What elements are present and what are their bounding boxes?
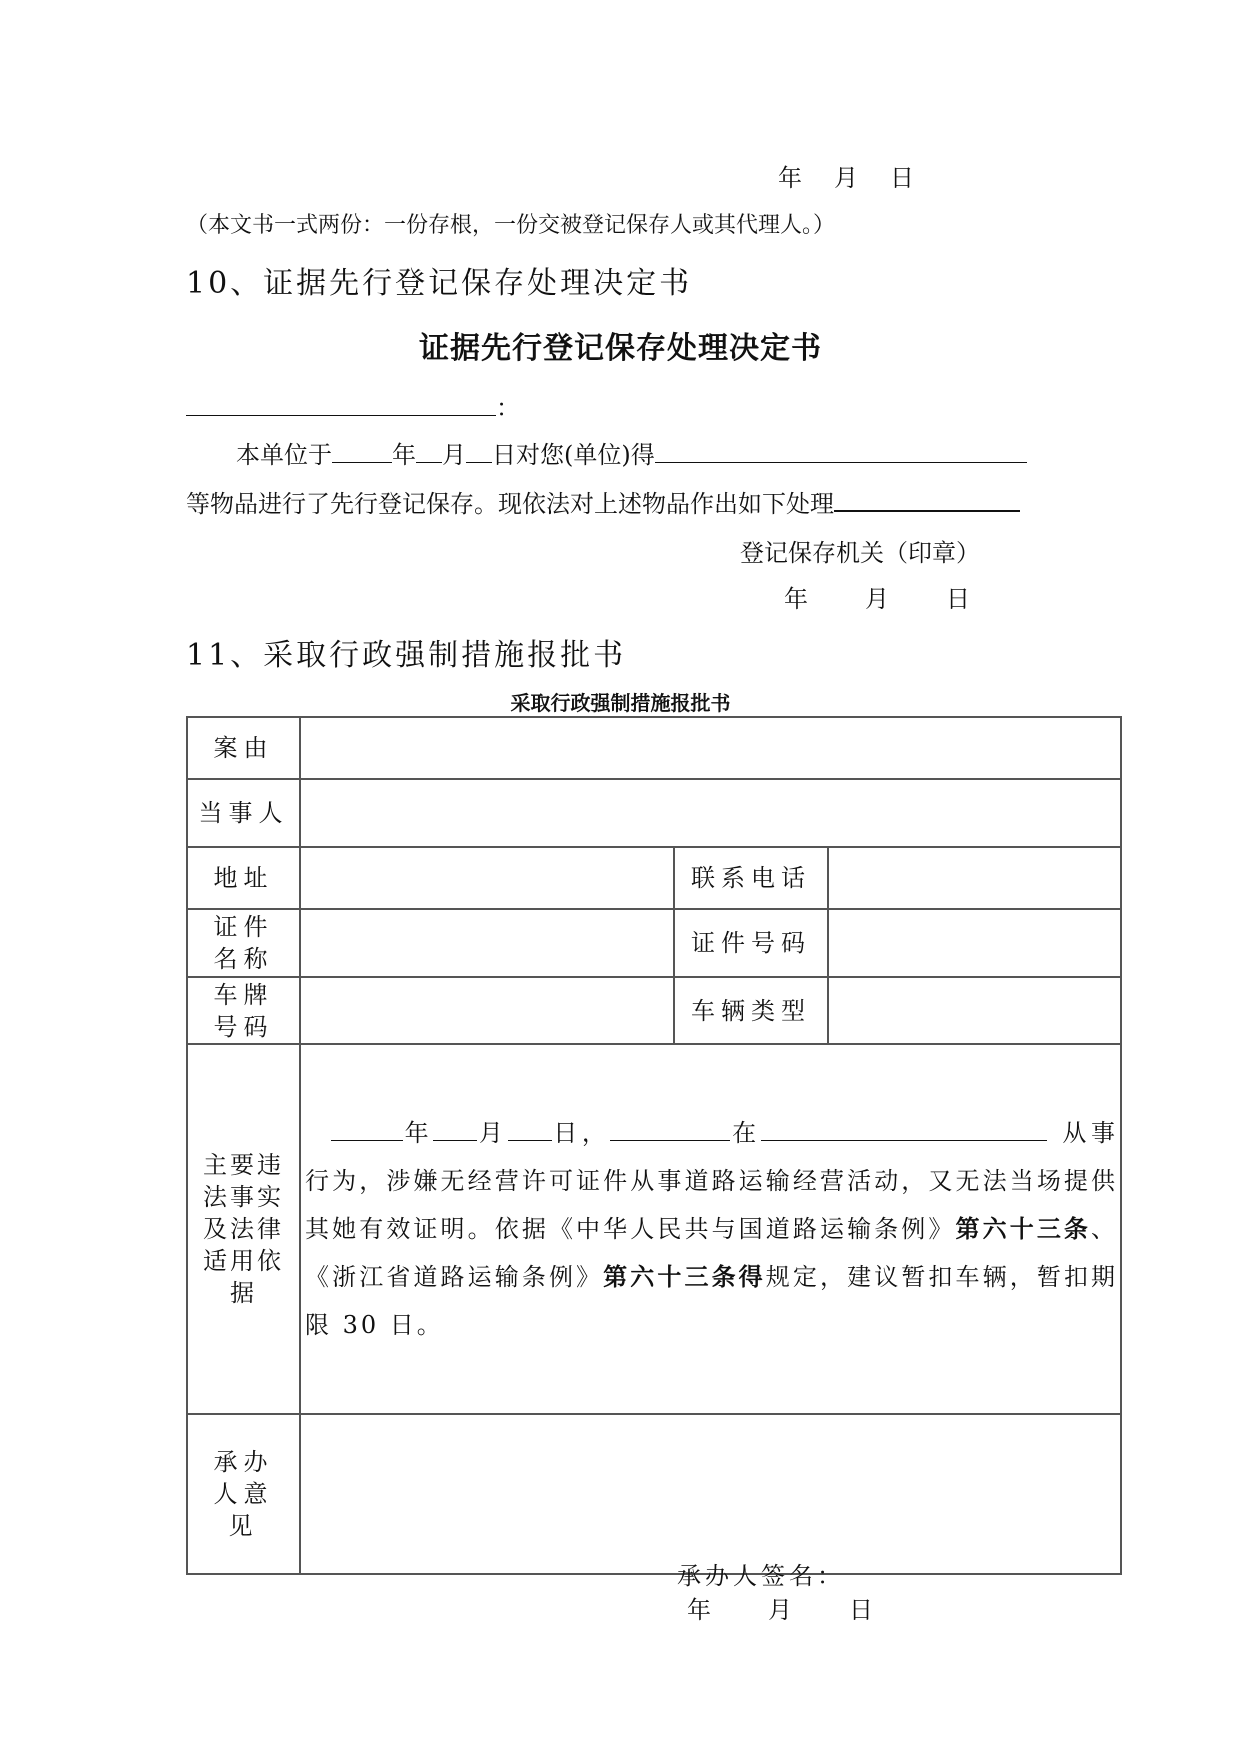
facts-month-blank[interactable] (433, 1118, 477, 1141)
opinion-cell[interactable] (300, 1414, 1121, 1624)
seal-label: 登记保存机关（印章） (740, 539, 980, 567)
plate-field[interactable] (300, 977, 674, 1044)
month-blank[interactable] (416, 438, 442, 463)
id-no-field[interactable] (828, 909, 1121, 977)
handling-blank[interactable] (834, 486, 1020, 512)
facts-at-label: 在 (730, 1119, 761, 1147)
phone-label: 联系电话 (674, 847, 828, 909)
facts-article-2: 第六十三条得 (603, 1262, 766, 1291)
day-blank[interactable] (466, 438, 492, 463)
section-10-title: 证据先行登记保存处理决定书 (419, 331, 822, 366)
facts-day-blank[interactable] (508, 1118, 552, 1141)
line1-prefix: 本单位于 (236, 441, 332, 469)
year-label: 年 (392, 441, 416, 469)
decision-line-2 (186, 484, 1020, 519)
approval-form-table (186, 716, 1122, 1624)
facts-text (301, 1109, 1120, 1349)
id-no-label: 证件号码 (674, 909, 828, 977)
section-10-heading: 10、证据先行登记保存处理决定书 (186, 266, 693, 301)
facts-article-1: 第六十三条 (955, 1214, 1092, 1243)
copy-note: （本文书一式两份：一份存根，一份交被登记保存人或其代理人。） (186, 213, 836, 238)
cause-field[interactable] (300, 717, 1121, 779)
decision-line-1 (236, 435, 1027, 470)
opinion-label: 承办人意见 (187, 1414, 300, 1574)
addressee-colon: ： (496, 394, 520, 422)
addressee-line (186, 388, 520, 423)
cause-label: 案由 (187, 717, 300, 779)
vehicle-type-field[interactable] (828, 977, 1121, 1044)
line1-mid: 日对您(单位)得 (492, 441, 655, 469)
facts-party-blank[interactable] (610, 1118, 730, 1141)
address-field[interactable] (300, 847, 674, 909)
vehicle-type-label: 车辆类型 (674, 977, 828, 1044)
id-name-field[interactable] (300, 909, 674, 977)
month-label: 月 (442, 441, 466, 469)
party-blank[interactable] (655, 438, 1027, 463)
section-11-heading: 11、采取行政强制措施报批书 (186, 638, 627, 673)
facts-day-label: 日， (551, 1119, 611, 1147)
facts-cell (300, 1044, 1121, 1414)
year-blank[interactable] (332, 438, 392, 463)
addressee-blank[interactable] (186, 391, 496, 416)
signature-label: 承办人签名： (677, 1562, 845, 1590)
facts-text-1: 行为，涉嫌无经营许可证件从事道路运输经营活动，又无法当场提供其她有效证明。依据《中华人民共与国道路运输条例》 (305, 1167, 1119, 1243)
facts-month-label: 月 (477, 1119, 508, 1147)
top-date: 年 月 日 (778, 164, 918, 192)
section-10-date: 年 月 日 (784, 585, 973, 613)
facts-text-2: 、《浙江省道路运输条例》 (305, 1215, 1119, 1291)
party-field[interactable] (300, 779, 1121, 847)
facts-year-label: 年 (403, 1119, 434, 1147)
party-label: 当事人 (187, 779, 300, 847)
facts-text-3: 规定，建议暂扣车辆，暂扣期限 30 日。 (305, 1263, 1119, 1339)
facts-year-blank[interactable] (331, 1118, 403, 1141)
line2-text: 等物品进行了先行登记保存。现依法对上述物品作出如下处理 (186, 490, 834, 518)
id-name-label: 证件名称 (187, 909, 300, 977)
facts-place-blank[interactable] (761, 1118, 1047, 1141)
facts-label: 主要违法事实及法律适用依据 (187, 1044, 300, 1414)
phone-field[interactable] (828, 847, 1121, 909)
signature-date: 年 月 日 (687, 1596, 876, 1624)
facts-from-label: 从事 (1060, 1119, 1119, 1147)
address-label: 地址 (187, 847, 300, 909)
table-title: 采取行政强制措施报批书 (510, 691, 731, 715)
plate-label: 车牌号码 (187, 977, 300, 1044)
